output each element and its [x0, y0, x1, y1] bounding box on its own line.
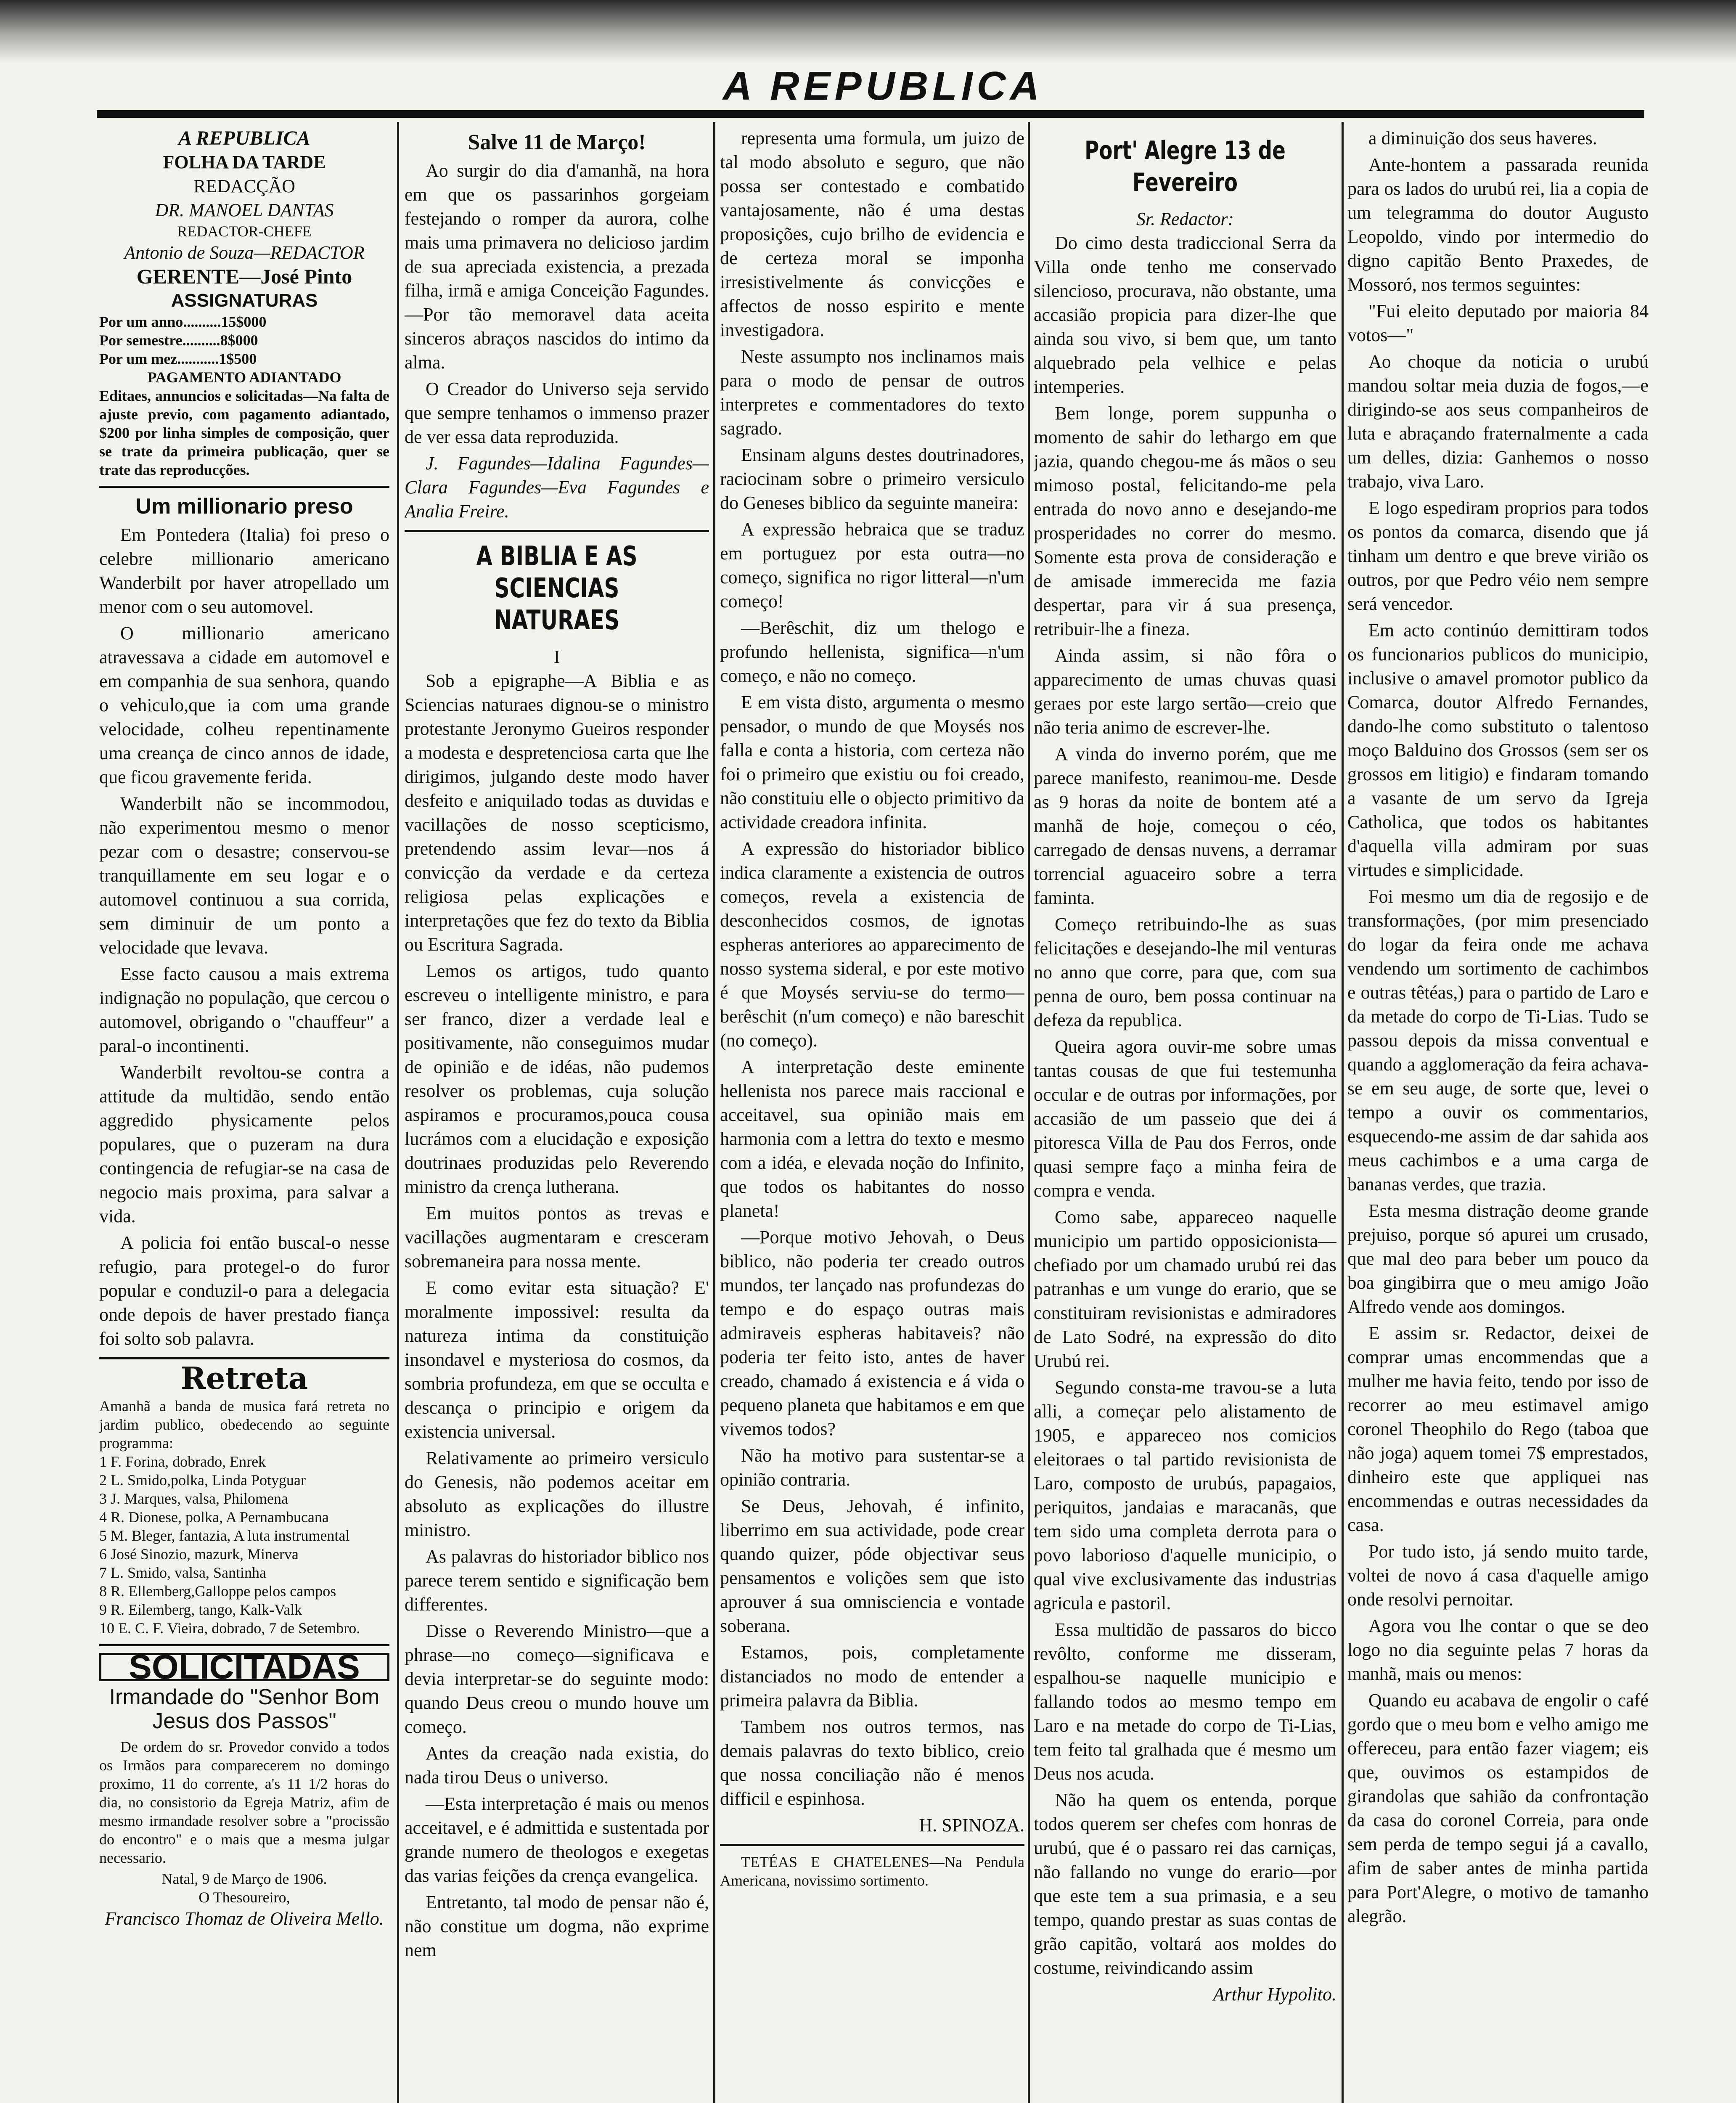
column-5 — [1347, 126, 1649, 2103]
paper-subtitle: FOLHA DA TARDE — [163, 152, 326, 172]
assinaturas-title: ASSIGNATURAS — [171, 290, 318, 311]
retreta-item: 7 L. Smido, valsa, Santinha — [99, 1564, 266, 1581]
retreta-item: 2 L. Smido,polka, Linda Potyguar — [99, 1472, 306, 1489]
biblia-paragraph: Antes da creação nada existia, do nada tirou Deus o universo. — [405, 1743, 709, 1788]
biblia-title: A BIBLIA E AS SCIENCIAS NATURAES — [476, 541, 638, 636]
biblia-paragraph: —Esta interpretação é mais ou menos acceitavel, e é admittida e sustentada por grande numero de theologos e exegetas das varias feições da crença evangelica. — [405, 1793, 709, 1886]
retreta-title: Retreta — [180, 1360, 308, 1396]
irmandade-date: Natal, 9 de Março de 1906. — [161, 1870, 327, 1887]
retreta-item: 8 R. Ellemberg,Galloppe pelos campos — [99, 1583, 336, 1600]
letter-paragraph: Esta mesma distração deome grande prejuiso, porque só apurei um crusado, que mal deo para beber um pouco da boa gingibirra que o meu amigo João Alfredo vende aos domingos. — [1347, 1200, 1649, 1317]
biblia-paragraph: Em muitos pontos as trevas e vacillações augmentaram e cresceram sobremaneira para nossa mente. — [405, 1203, 709, 1271]
biblia-paragraph: As palavras do historiador biblico nos parece terem sentido e significação bem differentes. — [405, 1546, 709, 1615]
letter-paragraph: a diminuição dos seus haveres. — [1368, 128, 1597, 148]
assinaturas-list — [99, 313, 389, 368]
letter-paragraph: Do cimo desta tradiccional Serra da Villa onde tenho me conservado silencioso, procurava, não obstante, uma accasião propicia para dizer-lhe que ainda sou vivo, si bem que, um tanto alquebrado pela velhice e pelas intemperies. — [1034, 233, 1336, 397]
divider — [99, 1644, 389, 1646]
letter-signature: Arthur Hypolito. — [1213, 1984, 1336, 2005]
retreta-item: 6 José Sinozio, mazurk, Minerva — [99, 1546, 299, 1563]
paper-name: A REPUBLICA — [178, 127, 310, 149]
redator: Antonio de Souza—REDACTOR — [124, 242, 365, 263]
column-divider — [1342, 122, 1344, 2103]
letter-paragraph: Agora vou lhe contar o que se deo logo no dia seguinte pelas 7 horas da manhã, mais ou menos: — [1347, 1616, 1649, 1684]
divider — [720, 1844, 1024, 1846]
assinatura-price: Por um mez...........1$500 — [99, 350, 257, 367]
column-4 — [1034, 126, 1336, 2103]
letter-paragraph: Bem longe, porem suppunha o momento de sahir do lethargo em que jazia, quando chegou-me ás mãos o seu mimoso postal, felicitando-me pela entrada do novo anno e desejando-me prosperidades no correr do mesmo. Somente esta prova de consideração e de amisade immerecida me fazia despertar, para vir á sua presença, retribuir-lhe a fineza. — [1034, 403, 1336, 639]
letter-salutation: Sr. Redactor: — [1136, 209, 1234, 229]
retreta-item: 5 M. Bleger, fantazia, A luta instrumental — [99, 1527, 350, 1544]
salve-title: Salve 11 de Março! — [468, 130, 646, 154]
letter-paragraph: Não ha quem os entenda, porque todos querem ser chefes com honras de urubú, que é o passaro rei das carniças, não fallando no vunge do erario—por que este tem a sua primasia, e a seu tempo, quando prestar as suas contas de grão capitão, voltará aos moldes do costume, reivindicando assim — [1034, 1790, 1336, 1978]
biblia-paragraph: A interpretação deste eminente hellenista nos parece mais raccional e acceitavel, sua opinião mais em harmonia com a lettra do texto e mesmo com a idéa, e elevada noção do Infinito, que todos os habitantes do nosso planeta! — [720, 1057, 1024, 1221]
news-title: Um millionario preso — [135, 494, 353, 519]
column-divider — [397, 122, 399, 2103]
salve-text: Ao surgir do dia d'amanhã, na hora em que os passarinhos gorgeiam festejando o romper da aurora, colhe mais uma primavera no delicioso jardim de sua apreciada existencia, a prezada filha, irmã e amiga Conceição Fagundes.—Por tão memoravel data aceita sinceros abraços nascidos do intimo da alma. — [405, 160, 709, 373]
column-divider — [1028, 122, 1030, 2103]
pagamento-note: PAGAMENTO ADIANTADO — [147, 369, 341, 386]
assinatura-price: Por um anno..........15$000 — [99, 313, 267, 330]
letter-paragraph: A vinda do inverno porém, que me parece manifesto, reanimou-me. Desde as 9 horas da noite de bontem até a manhã de hoje, começou o céo, carregado de densas nuvens, a derramar torrencial aguaceiro sobre a terra faminta. — [1034, 744, 1336, 908]
letter-paragraph: E logo espediram proprios para todos os pontos da comarca, disendo que já tinham um dentro e que breve virião os outros, por que Pedro véio nem sempre será vencedor. — [1347, 498, 1649, 614]
letter-paragraph: Quando eu acabava de engolir o café gordo que o meu bom e velho amigo me offereceu, para então fazer viagem; eis que, ouvimos os estampidos de girandolas que sahião da confrontação da casa do coronel Correia, para onde sem perda de tempo segui já a cavallo, afim de saber antes de minha partida para Port'Alegre, o motivo de tamanho alegrão. — [1347, 1690, 1649, 1926]
retreta-item: 9 R. Eilemberg, tango, Kalk-Valk — [99, 1601, 302, 1618]
biblia-paragraph: Não ha motivo para sustentar-se a opinião contraria. — [720, 1445, 1024, 1490]
divider — [99, 486, 389, 488]
retreta-item: 4 R. Dionese, polka, A Pernambucana — [99, 1509, 329, 1526]
biblia-paragraph: E em vista disto, argumenta o mesmo pensador, o mundo de que Moysés nos falla e conta a historia, com certeza não foi o primeiro que existiu ou foi creado, não constituiu elle o objecto primitivo da actividade creadora infinita. — [720, 692, 1024, 832]
letter-paragraph: Por tudo isto, já sendo muito tarde, voltei de novo á casa d'aquelle amigo onde resolvi pernoitar. — [1347, 1541, 1649, 1610]
retreta-item: 3 J. Marques, valsa, Philomena — [99, 1490, 288, 1507]
letter-paragraph: Começo retribuindo-lhe as suas felicitações e desejando-lhe mil venturas no anno que corre, para que, com sua penna de ouro, bem possa continuar na defeza da republica. — [1034, 914, 1336, 1030]
masthead-title: A REPUBLICA — [722, 64, 1044, 109]
biblia-paragraph: E como evitar esta situação? E' moralmente impossivel: resulta da natureza intima da constituição insondavel e mysteriosa do cosmos, da sombria profundeza, em que se occulta e descança o principio e origem da existencia universal. — [405, 1277, 709, 1442]
letter-paragraph: Essa multidão de passaros do bicco revôlto, conforme me disseram, espalhou-se naquelle municipio e fallando todos ao mesmo tempo em Laro e na metade do corpo de Ti-Lias, tem feito tal gralhada que é mesmo um Deus nos acuda. — [1034, 1619, 1336, 1784]
biblia-paragraph: Estamos, pois, completamente distanciados no modo de entender a primeira palavra da Biblia. — [720, 1642, 1024, 1711]
column-divider — [713, 122, 715, 2103]
biblia-paragraph: representa uma formula, um juizo de tal modo absoluto e seguro, que não possa ser contestado e combatido vantajosamente, não é uma destas proposições, cujo brilho de evidencia e de certeza moral se imponha irresistivelmente ás convicções e affectos de nosso espirito e mente investigadora. — [720, 128, 1024, 340]
biblia-paragraph: Lemos os artigos, tudo quanto escreveu o intelligente ministro, e para ser franco, dizer a verdade leal e positivamente, não conseguimos mudar de opinião e de idéas, não pudemos resolver os problemas, cuja solução aspiramos e procuramos,pouca cousa lucrámos com a elucidação e exposição doutrinaes produzidas pelo Reverendo ministro da crença lutherana. — [405, 961, 709, 1197]
damaged-top-edge — [0, 0, 1736, 63]
news-paragraph: A policia foi então buscal-o nesse refugio, para protegel-o do furor popular e conduzil-o para a delegacia onde depois de haver prestado fiança foi solto sob palavra. — [99, 1232, 389, 1349]
letter-paragraph: Ao choque da noticia o urubú mandou soltar meia duzia de fogos,—e dirigindo-se aos seus companheiros de luta e abraçando fraternalmente a cada um delles, dizia: Ganhemos o nosso trabajo, viva Laro. — [1347, 351, 1649, 492]
salve-signature: J. Fagundes—Idalina Fagundes—Clara Fagundes—Eva Fagundes e Analia Freire. — [405, 453, 709, 522]
news-paragraph: O millionario americano atravessava a cidade em automovel e em companhia de sua senhora, quando o vehiculo,que ia com uma grande velocidade, colheu repentinamente uma creança de cinco annos de idade, que ficou gravemente ferida. — [99, 623, 389, 787]
letter-paragraph: Ainda assim, si não fôra o apparecimento de umas chuvas quasi geraes por este largo sertão—creio que não teria animo de escrever-lhe. — [1034, 645, 1336, 738]
news-paragraph: Em Pontedera (Italia) foi preso o celebre millionario americano Wanderbilt por haver atropellado um menor com o seu automovel. — [99, 524, 389, 617]
letter-paragraph: Queira agora ouvir-me sobre umas tantas cousas de que fui testemunha occular e de outras por informações, por accasião de um passeio que dei á pitoresca Villa de Pau dos Ferros, onde quasi sempre faço a minha feira de compra e venda. — [1034, 1036, 1336, 1201]
news-paragraph: Esse facto causou a mais extrema indignação no população, que cercou o automovel, obrigando o "chauffeur" a paral-o incontinenti. — [99, 964, 389, 1056]
column-1 — [99, 126, 389, 2103]
column-2 — [405, 126, 709, 2103]
retreta-intro: Amanhã a banda de musica fará retreta no jardim publico, obedecendo ao seguinte programma: — [99, 1398, 389, 1451]
letter-title: Port' Alegre 13 de Fevereiro — [1085, 136, 1286, 197]
biblia-paragraph: Tambem nos outros termos, nas demais palavras do texto biblico, creio que nossa conciliação não é menos difficil e espinhosa. — [720, 1716, 1024, 1809]
redator-chefe-role: REDACTOR-CHEFE — [177, 223, 312, 240]
biblia-paragraph: Ensinam alguns destes doutrinadores, raciocinam sobre o primeiro versiculo do Geneses biblico da seguinte maneira: — [720, 445, 1024, 513]
solicitadas-heading: SOLICITADAS — [99, 1653, 389, 1681]
biblia-paragraph: Disse o Reverendo Ministro—que a phrase—no começo—significava e devia interpretar-se do seguinte modo: quando Deus creou o mundo houve um começo. — [405, 1621, 709, 1737]
letter-paragraph: Em acto continúo demittiram todos os funcionarios publicos do municipio, inclusive o amavel promotor publico da Comarca, doutor Alfredo Fernandes, dando-lhe como substituto o talentoso moço Balduino dos Grossos (sem ser os grossos em litigio) e findaram tomando a vasante de um servo da Igreja Catholica, que todos os habitantes d'aquella villa admiram por suas virtudes e simplicidade. — [1347, 620, 1649, 880]
letter-paragraph: Como sabe, appareceo naquelle municipio um partido opposicionista—chefiado por um chamado urubú rei das patranhas e um vunge do erario, que se constituiram revisionistas e admiradores de Lato Sodré, na expressão do dito Urubú rei. — [1034, 1207, 1336, 1371]
divider — [99, 1357, 389, 1359]
biblia-paragraph: Neste assumpto nos inclinamos mais para o modo de pensar de outros interpretes e commentadores do texto sagrado. — [720, 346, 1024, 439]
biblia-signature: H. SPINOZA. — [919, 1815, 1024, 1835]
gerente: GERENTE—José Pinto — [136, 265, 352, 288]
biblia-paragraph: Sob a epigraphe—A Biblia e as Sciencias naturaes dignou-se o ministro protestante Jeronymo Gueiros responder a modesta e despretenciosa carta que lhe dirigimos, julgando deste modo haver desfeito e aniquilado todas as duvidas e vacillações de nosso scepticismo, pretendendo assim levar—nos á convicção da verdade e da certeza religiosa pelas explicações e interpretações que fez do texto da Biblia ou Escritura Sagrada. — [405, 670, 709, 955]
retreta-programme — [99, 1452, 389, 1637]
divider — [405, 530, 709, 532]
biblia-paragraph: —Berêschit, diz um thelogo e profundo hellenista, significa—n'um começo, e não no começo. — [720, 617, 1024, 686]
column-3 — [720, 126, 1024, 2103]
letter-paragraph: Ante-hontem a passarada reunida para os lados do urubú rei, lia a copia de um telegramma do doutor Augusto Leopoldo, vindo por intermedio do digno capitão Bento Praxedes, de Mossoró, nos termos seguintes: — [1347, 154, 1649, 295]
redacao-label: REDACÇÃO — [193, 176, 296, 196]
teteas-ad: TETÉAS E CHATELENES—Na Pendula Americana, novissimo sortimento. — [720, 1854, 1024, 1889]
retreta-item: 1 F. Forina, dobrado, Enrek — [99, 1453, 266, 1470]
redator-chefe: DR. MANOEL DANTAS — [155, 200, 334, 220]
biblia-paragraph: Se Deus, Jehovah, é infinito, liberrimo em sua actividade, pode crear quando quizer, póde objectivar seus pensamentos e volições sem que isto aprouver á sua omnisciencia e vontade soberana. — [720, 1496, 1024, 1636]
retreta-item: 10 E. C. F. Vieira, dobrado, 7 de Setembro. — [99, 1620, 360, 1637]
news-paragraph: Wanderbilt não se incommodou, não experimentou mesmo o menor pezar com o desastre; conservou-se tranquillamente em seu logar e o automovel continuou a sua corrida, sem diminuir de um ponto a velocidade que levava. — [99, 793, 389, 958]
salve-text: O Creador do Universo seja servido que sempre tenhamos o immenso prazer de ver essa data reproduzida. — [405, 379, 709, 447]
biblia-paragraph: —Porque motivo Jehovah, o Deus biblico, não poderia ter creado outros mundos, ter lançado nas profundezas do tempo e do espaço outras mais admiraveis espheras habitaveis? não poderia ter feito isto, antes de haver creado, chamado á existencia e á vida o pequeno planeta que habitamos e em que vivemos todos? — [720, 1227, 1024, 1439]
biblia-paragraph: Entretanto, tal modo de pensar não é, não constitue um dogma, não exprime nem — [405, 1892, 709, 1960]
letter-paragraph: Foi mesmo um dia de regosijo e de transformações, (por mim presenciado do logar da feira onde me achava vendendo um sortimento de cachimbos e outras têtéas,) para o partido de Laro e da metade do corpo de Ti-Lias. Tudo se passou depois da missa conventual e quando a agglomeração da feira achava-se em seu auge, de sorte que, levei o tempo a ouvir os commentarios, esquecendo-me assim de dar sahida aos meus cachimbos e a uma carga de bananas verdes, que trazia. — [1347, 886, 1649, 1195]
irmandade-role: O Thesoureiro, — [198, 1889, 290, 1906]
letter-paragraph: E assim sr. Redactor, deixei de comprar umas encommendas que a mulher me havia feito, tendo por isso de recorrer ao meu estimavel amigo coronel Theophilo do Rego (taboa que não joga) aquem tomei 7$ emprestados, dinheiro este que appliquei nas encommendas e outras necessidades da casa. — [1347, 1323, 1649, 1535]
biblia-paragraph: Relativamente ao primeiro versiculo do Genesis, não podemos aceitar em absoluto as explicações do illustre ministro. — [405, 1448, 709, 1540]
biblia-paragraph: A expressão do historiador biblico indica claramente a existencia de outros começos, revela a existencia de desconhecidos cosmos, de ignotas espheras anteriores ao apparecimento de nosso systema sideral, e por este motivo é que Moysés serviu-se do termo—berêschit (n'um começo) e não bareschit (no começo). — [720, 838, 1024, 1051]
biblia-number: I — [553, 646, 560, 667]
masthead-rule — [97, 110, 1644, 118]
irmandade-title: Irmandade do "Senhor Bom Jesus dos Passos" — [109, 1685, 380, 1733]
assinatura-price: Por semestre..........8$000 — [99, 332, 258, 349]
letter-paragraph: Segundo consta-me travou-se a luta alli, a começar pelo alistamento de 1905, e appareceo nos comicios eleitoraes o tal partido revisionista de Laro, composto de urubús, papagaios, periquitos, jandaias e maracanãs, que tem sido uma completa derrota para o povo laborioso d'aquelle municipio, o qual vive exclusivamente das industrias agricula e pastoril. — [1034, 1377, 1336, 1613]
biblia-paragraph: A expressão hebraica que se traduz em portuguez por esta outra—no começo, significa no rigor litteral—n'um começo! — [720, 519, 1024, 612]
editais-note: Editaes, annuncios e solicitadas—Na falta de ajuste previo, com pagamento adiantado, $200 por linha simples de composição, quer se trate da primeira publicação, quer se trate das reproducções. — [99, 387, 389, 478]
irmandade-signature: Francisco Thomaz de Oliveira Mello. — [105, 1908, 384, 1929]
letter-paragraph: "Fui eleito deputado por maioria 84 votos—" — [1347, 301, 1649, 345]
irmandade-text: De ordem do sr. Provedor convido a todos os Irmãos para comparecerem no domingo proximo, 11 do corrente, a's 11 1/2 horas do dia, no consistorio da Egreja Matriz, afim de mesmo irmandade resolver sobre a "procissão do encontro" e o mais que a mesma julgar necessario. — [99, 1738, 389, 1866]
news-paragraph: Wanderbilt revoltou-se contra a attitude da multidão, sendo então aggredido physicamente pelos populares, que o puzeram na dura contingencia de refugiar-se na casa de negocio mais proxima, para salvar a vida. — [99, 1062, 389, 1226]
